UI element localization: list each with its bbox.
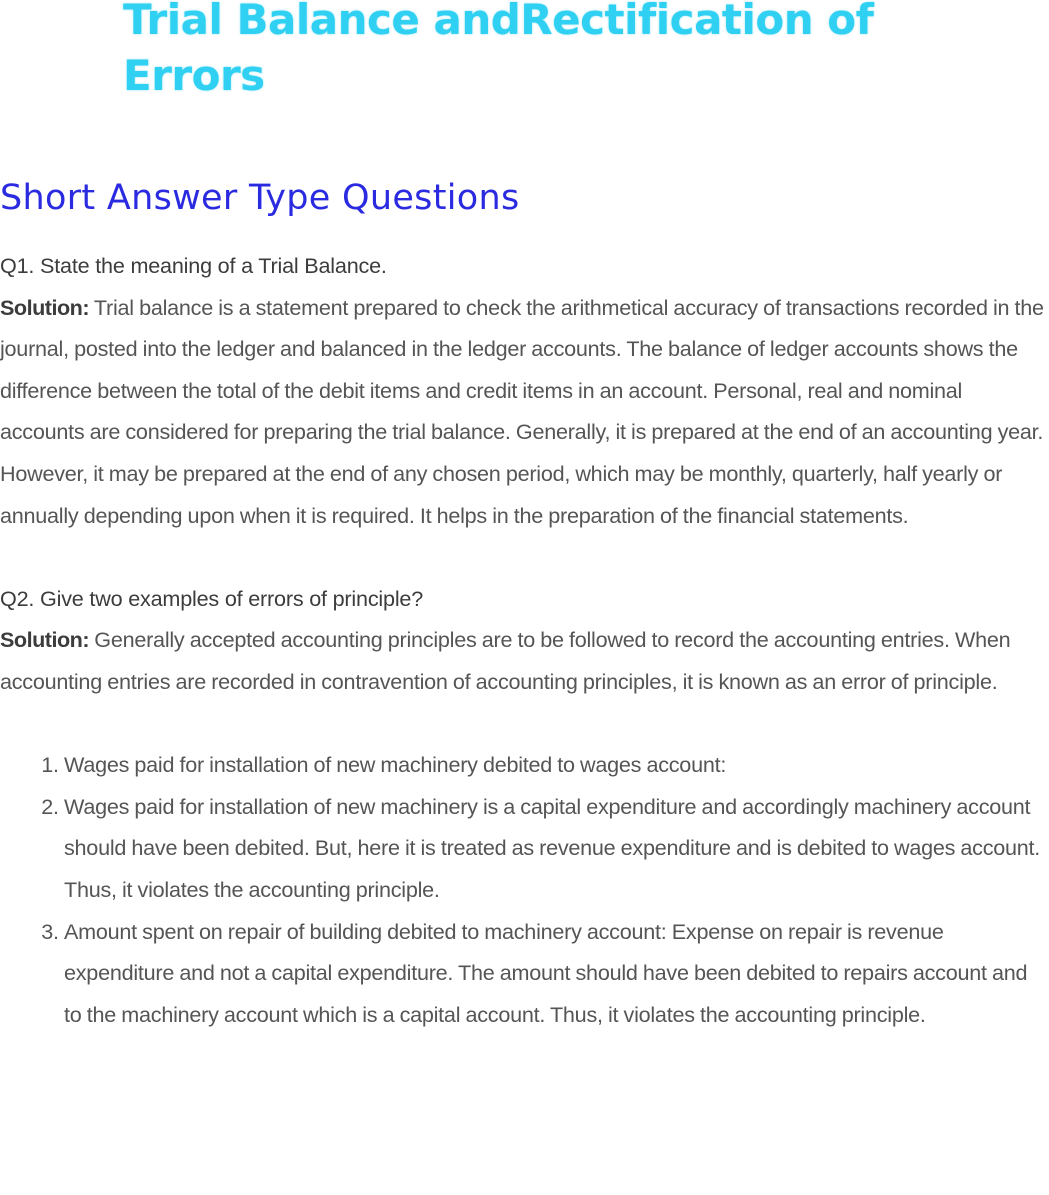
solution-paragraph bbox=[0, 619, 1049, 702]
question-title: Q1. State the meaning of a Trial Balance. bbox=[0, 253, 387, 278]
solution-text: Generally accepted accounting principles are to be followed to record the accounting entries. When accounting entries are recorded in contravention of accounting principles, it is known as an error of principle. bbox=[0, 627, 1011, 694]
question-title: Q2. Give two examples of errors of principle? bbox=[0, 585, 424, 611]
section-heading: Short Answer Type Questions bbox=[0, 178, 520, 218]
solution-label: Solution: bbox=[0, 294, 90, 320]
list-item: 2. Wages paid for installation of new machinery is a capital expenditure and accordingly machinery account should have been debited. But, here it is treated as revenue expenditure and is debited to wages account. Thus, it violates the accounting principle. bbox=[64, 786, 1049, 911]
question-block-1 bbox=[0, 245, 1049, 536]
solution-paragraph bbox=[0, 287, 1049, 537]
examples-list bbox=[0, 744, 1049, 1035]
article-content bbox=[0, 245, 1049, 1035]
list-item: 3. Amount spent on repair of building debited to machinery account: Expense on repair is revenue expenditure and not a capital expenditure. The amount should have been debited to repairs account and to the machinery account which is a capital account. Thus, it violates the accounting principle. bbox=[64, 911, 1049, 1036]
question-block-2 bbox=[0, 578, 1049, 1036]
solution-label: Solution: bbox=[0, 627, 90, 653]
spacer bbox=[0, 703, 1049, 745]
page-title: Trial Balance andRectification of Errors bbox=[123, 0, 874, 100]
spacer bbox=[0, 536, 1049, 578]
solution-text: Trial balance is a statement prepared to check the arithmetical accuracy of transactions recorded in the journal, posted into the ledger and balanced in the ledger accounts. The balance of ledger accounts shows the difference between the total of the debit items and credit items in an account. Personal, real and nominal accounts are considered for preparing the trial balance. Generally, it is prepared at the end of an accounting year. However, it may be prepared at the end of any chosen period, which may be monthly, quarterly, half yearly or annually depending upon when it is required. It helps in the preparation of the financial statements. bbox=[0, 294, 1044, 528]
list-item: 1. Wages paid for installation of new machinery debited to wages account: bbox=[64, 744, 1049, 786]
